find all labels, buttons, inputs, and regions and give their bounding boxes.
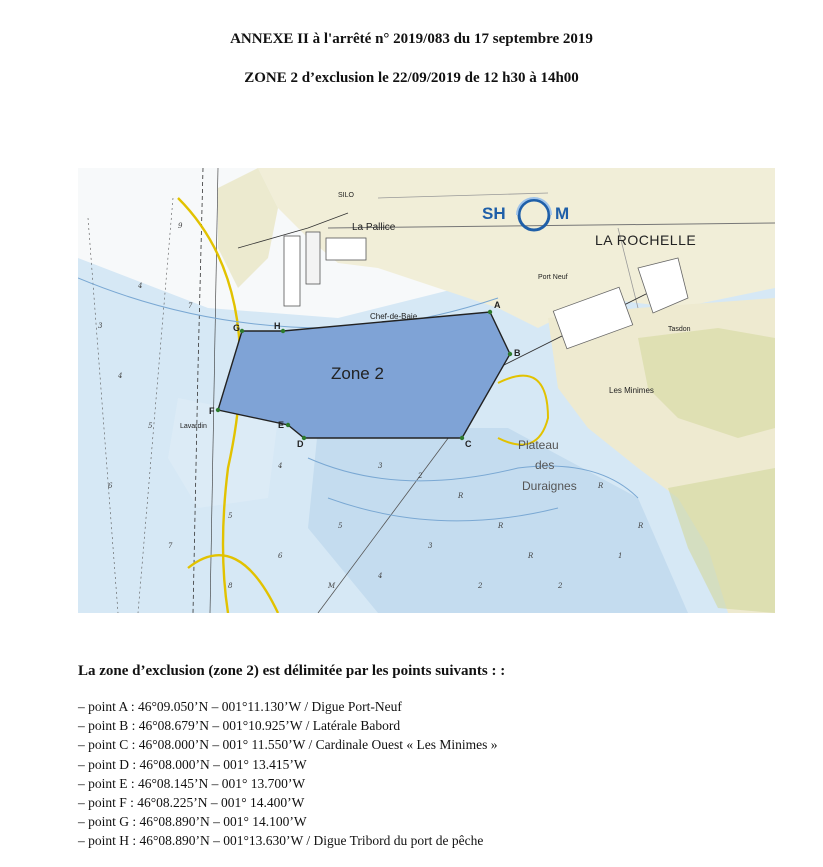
list-item: – point B : 46°08.679’N – 001°10.925’W / Latérale Babord bbox=[78, 718, 401, 734]
svg-text:7: 7 bbox=[168, 542, 173, 550]
map-label-plateau: Plateau bbox=[518, 438, 559, 452]
svg-text:7: 7 bbox=[188, 302, 193, 310]
svg-text:2: 2 bbox=[478, 582, 483, 590]
list-item: – point H : 46°08.890’N – 001°13.630’W / Digue Tribord du port de pêche bbox=[78, 833, 484, 849]
map-label-tasdon: Tasdon bbox=[668, 326, 691, 333]
list-item: – point G : 46°08.890’N – 001° 14.100’W bbox=[78, 814, 307, 830]
map-label-chef-de-baie: Chef-de-Baie bbox=[370, 312, 418, 321]
svg-text:9: 9 bbox=[178, 222, 183, 230]
svg-text:4: 4 bbox=[138, 282, 143, 290]
svg-text:5: 5 bbox=[148, 422, 153, 430]
point-marker-g: G bbox=[233, 323, 241, 333]
svg-text:8: 8 bbox=[228, 582, 233, 590]
point-marker-e: E bbox=[278, 420, 285, 430]
shom-logo-right: M bbox=[555, 204, 570, 223]
map-label-la-pallice: La Pallice bbox=[352, 222, 396, 233]
map-label-silo: SILO bbox=[338, 192, 354, 199]
shom-logo-ring bbox=[515, 196, 553, 234]
point-marker-b: B bbox=[514, 348, 521, 358]
svg-text:5: 5 bbox=[228, 512, 233, 520]
map-label-duraignes: Duraignes bbox=[522, 479, 577, 493]
svg-text:R: R bbox=[598, 482, 604, 490]
svg-text:4: 4 bbox=[278, 462, 283, 470]
shom-logo-left: SH bbox=[482, 204, 506, 223]
points-list bbox=[78, 697, 498, 851]
zone-label: Zone 2 bbox=[331, 364, 384, 383]
point-marker-h: H bbox=[274, 321, 281, 331]
svg-text:R: R bbox=[458, 492, 464, 500]
list-item: – point E : 46°08.145’N – 001° 13.700’W bbox=[78, 775, 306, 791]
svg-text:2: 2 bbox=[558, 582, 563, 590]
zone-title: ZONE 2 d’exclusion le 22/09/2019 de 12 h30 à 14h00 bbox=[244, 70, 579, 86]
annex-title: ANNEXE II à l'arrêté n° 2019/083 du 17 septembre 2019 bbox=[230, 31, 593, 47]
point-marker-f: F bbox=[209, 406, 215, 416]
map-label-lavardin: Lavardin bbox=[180, 423, 207, 430]
svg-text:6: 6 bbox=[278, 552, 283, 560]
nautical-chart-map bbox=[78, 168, 775, 613]
point-marker-a: A bbox=[494, 300, 501, 310]
svg-text:3: 3 bbox=[378, 462, 383, 470]
map-label-les-minimes: Les Minimes bbox=[609, 386, 654, 395]
svg-text:M: M bbox=[328, 582, 336, 590]
svg-text:4: 4 bbox=[378, 572, 383, 580]
points-heading: La zone d’exclusion (zone 2) est délimitée par les points suivants : : bbox=[78, 663, 506, 679]
list-item: – point A : 46°09.050’N – 001°11.130’W / Digue Port-Neuf bbox=[78, 699, 402, 714]
map-label-port-neuf: Port Neuf bbox=[538, 274, 568, 281]
point-marker-c: C bbox=[465, 439, 472, 449]
svg-text:1: 1 bbox=[618, 552, 623, 560]
svg-text:R: R bbox=[528, 552, 534, 560]
town-label: LA ROCHELLE bbox=[595, 232, 697, 248]
svg-text:3: 3 bbox=[428, 542, 433, 550]
svg-text:6: 6 bbox=[108, 482, 113, 490]
list-item: – point F : 46°08.225’N – 001° 14.400’W bbox=[78, 795, 305, 811]
map-label-des: des bbox=[535, 458, 555, 472]
point-marker-d: D bbox=[297, 439, 304, 449]
svg-text:4: 4 bbox=[118, 372, 123, 380]
list-item: – point D : 46°08.000’N – 001° 13.415’W bbox=[78, 756, 307, 772]
svg-text:2: 2 bbox=[418, 472, 423, 480]
svg-text:R: R bbox=[498, 522, 504, 530]
svg-text:5: 5 bbox=[338, 522, 343, 530]
svg-text:3: 3 bbox=[98, 322, 103, 330]
svg-text:R: R bbox=[638, 522, 644, 530]
list-item: – point C : 46°08.000’N – 001° 11.550’W / Cardinale Ouest « Les Minimes » bbox=[78, 737, 498, 753]
